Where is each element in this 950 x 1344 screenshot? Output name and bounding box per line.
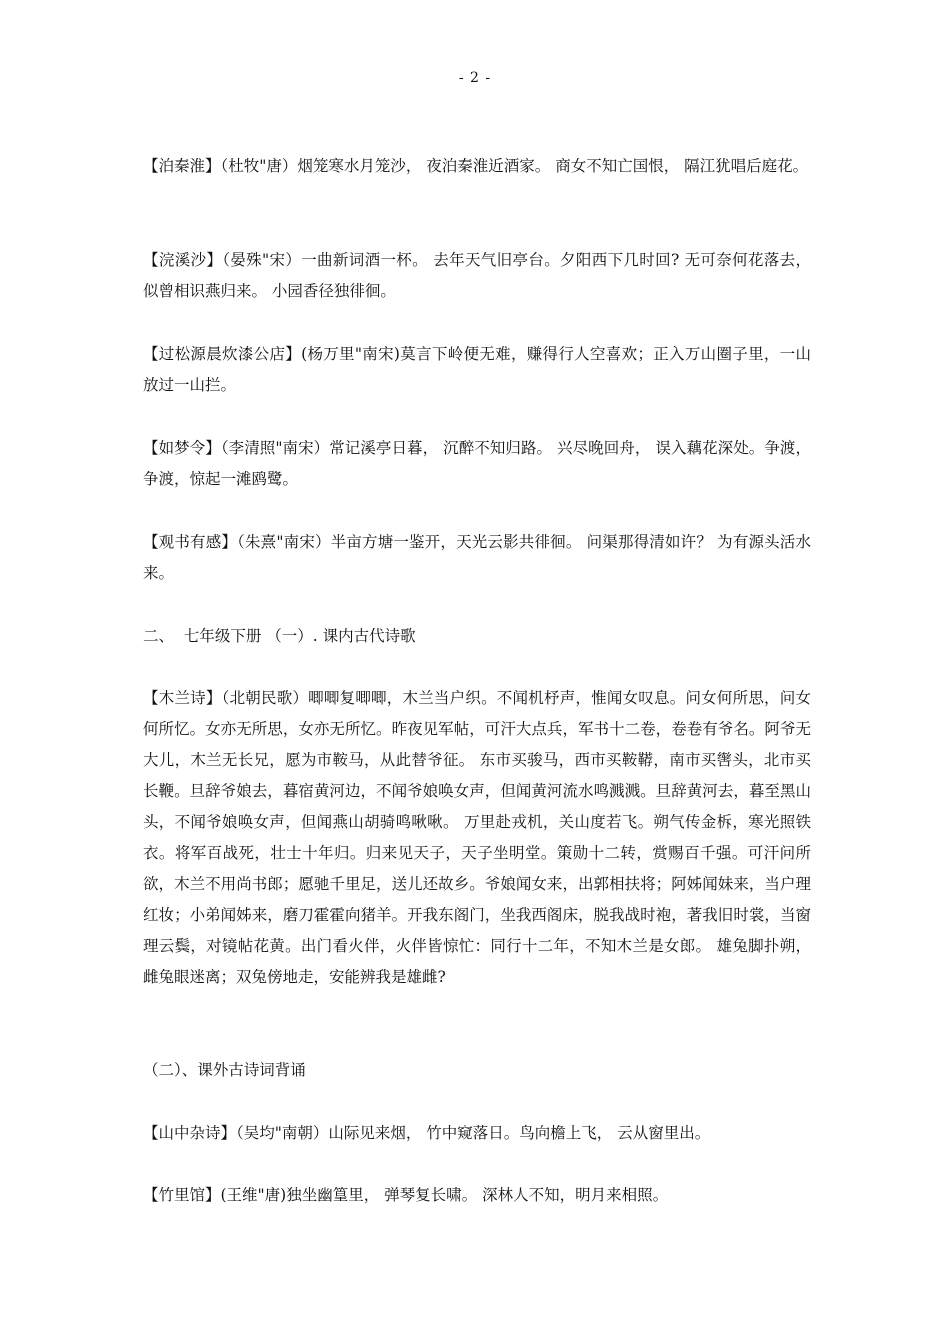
poem-guo-song-yuan: 【过松源晨炊漆公店】(杨万里"南宋)莫言下岭便无难，赚得行人空喜欢；正入万山圈子里，一山放过一山拦。	[143, 345, 811, 394]
section-heading-grade7-vol2: 二、 七年级下册 （一）. 课内古代诗歌	[143, 627, 416, 645]
poem-huan-xi-sha: 【浣溪沙】（晏殊"宋）一曲新词酒一杯。 去年天气旧亭台。夕阳西下几时回? 无可奈何花落去， 似曾相识燕归来。 小园香径独徘徊。	[143, 251, 811, 300]
poem-zhu-li-guan: 【竹里馆】(王维"唐)独坐幽篁里， 弹琴复长啸。 深林人不知，明月来相照。	[143, 1186, 669, 1204]
poem-bo-qin-huai: 【泊秦淮】（杜牧"唐）烟笼寒水月笼沙， 夜泊秦淮近酒家。 商女不知亡国恨， 隔江犹唱后庭花。	[143, 157, 809, 175]
poem-ru-meng-ling: 【如梦令】（李清照"南宋）常记溪亭日暮， 沉醉不知归路。 兴尽晚回舟， 误入藕花深处。争渡，争渡，惊起一滩鸥鹭。	[143, 439, 811, 488]
section-heading-extracurricular: （二）、课外古诗词背诵	[143, 1061, 306, 1079]
poem-mu-lan-shi: 【木兰诗】（北朝民歌）唧唧复唧唧，木兰当户织。不闻机杼声，惟闻女叹息。问女何所思，问女何所忆。女亦无所思，女亦无所忆。昨夜见军帖，可汗大点兵，军书十二卷，卷卷有爷名。阿爷无大儿，木兰无长兄，愿为市鞍马，从此替爷征。 东市买骏马，西市买鞍鞯，南市买辔头，北市买长鞭。旦辞爷娘去，暮宿黄河边，不闻爷娘唤女声，但闻黄河流水鸣溅溅。旦辞黄河去，暮至黑山头，不闻爷娘唤女声，但闻燕山胡骑鸣啾啾。 万里赴戎机，关山度若飞。朔气传金柝，寒光照铁衣。将军百战死，壮士十年归。归来见天子，天子坐明堂。策勋十二转，赏赐百千强。可汗问所欲，木兰不用尚书郎；愿驰千里足，送儿还故乡。爷娘闻女来，出郭相扶将；阿姊闻妹来，当户理红妆；小弟闻姊来，磨刀霍霍向猪羊。开我东阁门，坐我西阁床，脱我战时袍，著我旧时裳，当窗理云鬓，对镜帖花黄。出门看火伴，火伴皆惊忙：同行十二年，不知木兰是女郎。 雄兔脚扑朔，雌兔眼迷离；双兔傍地走，安能辨我是雄雌?	[143, 689, 811, 986]
poem-shan-zhong-za-shi: 【山中杂诗】（吴均"南朝）山际见来烟， 竹中窥落日。鸟向檐上飞， 云从窗里出。	[143, 1124, 711, 1142]
poem-guan-shu-you-gan: 【观书有感】（朱熹"南宋）半亩方塘一鉴开，天光云影共徘徊。 问渠那得清如许？ 为有源头活水来。	[143, 533, 811, 582]
page-number: - 2 -	[458, 70, 492, 86]
